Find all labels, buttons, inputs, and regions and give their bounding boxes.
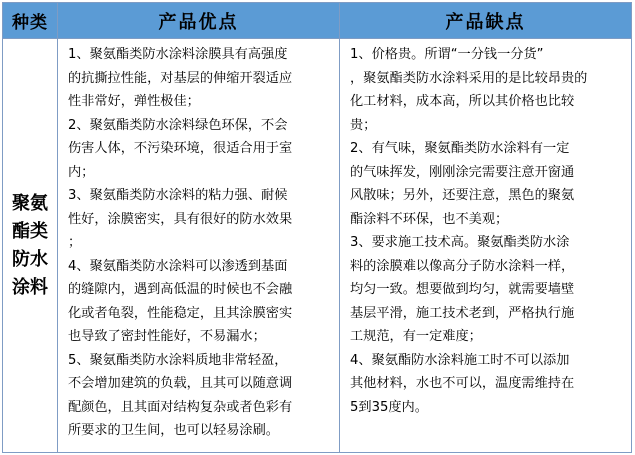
header-cons: 产品缺点 xyxy=(340,3,631,39)
product-name: 聚氨酯类防水涂料 xyxy=(12,192,48,298)
cons-line: 风散味；另外，还要注意，黑色的聚氨 xyxy=(350,188,575,203)
pros-line: 的缝隙内，遇到高低温的时候也不会融 xyxy=(68,282,293,297)
pros-line: 内； xyxy=(68,164,95,180)
header-kind: 种类 xyxy=(3,3,58,39)
pros-line: 3、聚氨酯类防水涂料的粘力强、耐候 xyxy=(68,188,288,203)
pros-line: 不会增加建筑的负载，且其可以随意调 xyxy=(68,376,293,391)
cons-line: 4、聚氨酯防水涂料施工时不可以添加 xyxy=(350,352,570,368)
cons-line: 其他材料，水也不可以，温度需维持在 xyxy=(350,376,575,391)
pros-cell xyxy=(58,39,340,452)
pros-line: 性非常好，弹性极佳； xyxy=(68,94,200,109)
cons-line: 2、有气味，聚氨酯类防水涂料有一定 xyxy=(350,141,570,156)
cons-line: 酯涂料不环保，也不美观； xyxy=(350,211,509,227)
pros-line: 5、聚氨酯类防水涂料质地非常轻盈， xyxy=(68,352,288,368)
pros-line: 2、聚氨酯类防水涂料绿色环保，不会 xyxy=(68,117,288,133)
cons-line: ，聚氨酯类防水涂料采用的是比较昂贵的 xyxy=(350,70,588,86)
pros-line: 也导致了密封性能好，不易漏水； xyxy=(68,329,266,344)
pros-line: 性好，涂膜密实，具有很好的防水效果 xyxy=(68,211,293,227)
cons-line: 基层平滑，施工技术老到，严格执行施 xyxy=(350,305,575,321)
cons-line: 化工材料，成本高，所以其价格也比较 xyxy=(350,94,575,109)
pros-line: 伤害人体，不污染环境，很适合用于室 xyxy=(68,141,293,156)
comparison-table xyxy=(2,2,632,453)
pros-text xyxy=(58,39,339,443)
cons-line: 贵； xyxy=(350,117,377,133)
cons-line: 3、要求施工技术高。聚氨酯类防水涂 xyxy=(350,235,570,250)
cons-line: 料的涂膜难以像高分子防水涂料一样， xyxy=(350,258,575,274)
pros-line: 4、聚氨酯类防水涂料可以渗透到基面 xyxy=(68,258,288,274)
cons-line: 5到35度内。 xyxy=(350,399,428,415)
cons-text xyxy=(340,39,631,419)
pros-line: 配颜色，且其面对结构复杂或者色彩有 xyxy=(68,399,293,415)
cons-line: 工规范，有一定难度； xyxy=(350,329,482,344)
pros-line: ； xyxy=(68,235,82,250)
pros-line: 化或者龟裂，性能稳定，且其涂膜密实 xyxy=(68,305,293,321)
cons-line: 的气味挥发，刚刚涂完需要注意开窗通 xyxy=(350,164,575,180)
pros-line: 所要求的卫生间，也可以轻易涂刷。 xyxy=(68,423,279,438)
header-pros: 产品优点 xyxy=(58,3,340,39)
cons-line: 均匀一致。想要做到均匀，就需要墙壁 xyxy=(350,282,575,297)
product-cell xyxy=(3,39,58,452)
cons-line: 1、价格贵。所谓“一分钱一分货” xyxy=(350,47,544,62)
cons-cell xyxy=(340,39,631,452)
pros-line: 的抗撕拉性能，对基层的伸缩开裂适应 xyxy=(68,70,293,86)
pros-line: 1、聚氨酯类防水涂料涂膜具有高强度 xyxy=(68,47,288,62)
